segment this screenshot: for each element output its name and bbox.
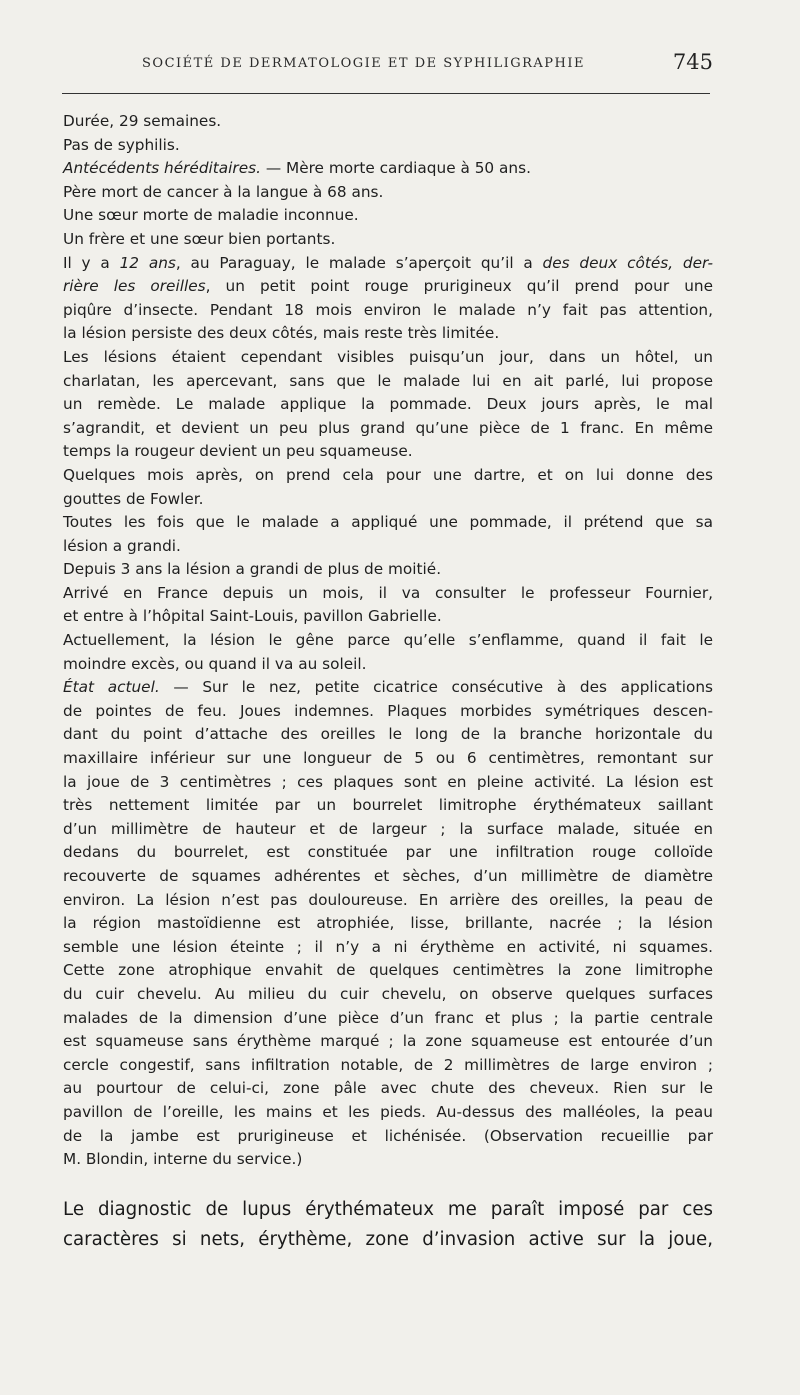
text-run: , un petit point rouge prurigineux qu’il prend pour une bbox=[205, 277, 713, 296]
text-line bbox=[63, 157, 713, 181]
observation-text bbox=[63, 110, 713, 1255]
text-line: dedans du bourrelet, est constituée par une infiltration rouge colloïde bbox=[63, 843, 713, 862]
text-line: gouttes de Fowler. bbox=[63, 489, 204, 508]
text-line: Toutes les fois que le malade a appliqué une pommade, il prétend que sa bbox=[63, 513, 713, 532]
text-line: malades de la dimension d’une pièce d’un franc et plus ; la partie centrale bbox=[63, 1008, 713, 1027]
text-line: charlatan, les apercevant, sans que le malade lui en ait parlé, lui propose bbox=[63, 371, 713, 390]
text-line: Père mort de cancer à la langue à 68 ans. bbox=[63, 182, 384, 201]
text-line: Quelques mois après, on prend cela pour une dartre, et on lui donne des bbox=[63, 465, 713, 484]
text-line: Une sœur morte de maladie inconnue. bbox=[63, 206, 359, 225]
italic-heading: Antécédents héréditaires. bbox=[63, 159, 261, 178]
text-line: la région mastoïdienne est atrophiée, lisse, brillante, nacrée ; la lésion bbox=[63, 914, 713, 933]
text-line: Pas de syphilis. bbox=[63, 135, 180, 154]
italic-run: 12 ans bbox=[119, 253, 176, 272]
text-line: Cette zone atrophique envahit de quelques centimètres la zone limitrophe bbox=[63, 961, 713, 980]
text-line: de pointes de feu. Joues indemnes. Plaques morbides symétriques descen- bbox=[63, 701, 713, 720]
text-line: un remède. Le malade applique la pommade. Deux jours après, le mal bbox=[63, 395, 713, 414]
text-run: , au Paraguay, le malade s’aperçoit qu’il a bbox=[175, 253, 543, 272]
text-line: Actuellement, la lésion le gêne parce qu’elle s’enflamme, quand il fait le bbox=[63, 631, 713, 650]
text-line: au pourtour de celui-ci, zone pâle avec chute des cheveux. Rien sur le bbox=[63, 1079, 713, 1098]
text-line: du cuir chevelu. Au milieu du cuir chevelu, on observe quelques surfaces bbox=[63, 984, 713, 1003]
text-line: la joue de 3 centimètres ; ces plaques sont en pleine activité. La lésion est bbox=[63, 772, 713, 791]
paragraph-gap bbox=[63, 1172, 713, 1195]
text-line: pavillon de l’oreille, les mains et les pieds. Au-dessus des malléoles, la peau bbox=[63, 1102, 713, 1121]
text-line bbox=[63, 252, 713, 276]
text-line: Un frère et une sœur bien portants. bbox=[63, 229, 336, 248]
italic-heading: État actuel. bbox=[63, 678, 160, 697]
text-line bbox=[63, 275, 713, 299]
text-line: de la jambe est prurigineuse et lichénisée. (Observation recueillie par bbox=[63, 1126, 713, 1145]
text-line: environ. La lésion n’est pas douloureuse. En arrière des oreilles, la peau de bbox=[63, 890, 713, 909]
text-line: Depuis 3 ans la lésion a grandi de plus de moitié. bbox=[63, 560, 442, 579]
text-line: très nettement limitée par un bourrelet limitrophe érythémateux saillant bbox=[63, 796, 713, 815]
running-title: SOCIÉTÉ DE DERMATOLOGIE ET DE SYPHILIGRAPHIE bbox=[142, 56, 586, 71]
text-line: moindre excès, ou quand il va au soleil. bbox=[63, 654, 367, 673]
running-head bbox=[60, 50, 715, 80]
text-line: temps la rougeur devient un peu squameuse. bbox=[63, 442, 413, 461]
text-line: piqûre d’insecte. Pendant 18 mois environ le malade n’y fait pas attention, bbox=[63, 300, 713, 319]
text-line: semble une lésion éteinte ; il n’y a ni érythème en activité, ni squames. bbox=[63, 937, 713, 956]
text-line: Arrivé en France depuis un mois, il va consulter le professeur Fournier, bbox=[63, 583, 713, 602]
text-run: Il y a bbox=[63, 253, 120, 272]
text-line: lésion a grandi. bbox=[63, 536, 181, 555]
text-line: maxillaire inférieur sur une longueur de 5 ou 6 centimètres, remontant sur bbox=[63, 749, 713, 768]
header-rule bbox=[62, 93, 710, 94]
text-line: Le diagnostic de lupus érythémateux me paraît imposé par ces bbox=[63, 1198, 713, 1220]
text-line: M. Blondin, interne du service.) bbox=[63, 1150, 303, 1169]
text-line: est squameuse sans érythème marqué ; la zone squameuse est entourée d’un bbox=[63, 1032, 713, 1051]
italic-run: rière les oreilles bbox=[63, 277, 206, 296]
text-line: recouverte de squames adhérentes et sèches, d’un millimètre de diamètre bbox=[63, 867, 713, 885]
text-run: — Sur le nez, petite cicatrice consécutive à des applications bbox=[159, 678, 713, 697]
text-run: — Mère morte cardiaque à 50 ans. bbox=[260, 159, 531, 178]
text-line: d’un millimètre de hauteur et de largeur ; la surface malade, située en bbox=[63, 819, 713, 838]
text-line: caractères si nets, érythème, zone d’invasion active sur la joue, bbox=[63, 1228, 713, 1250]
text-line: dant du point d’attache des oreilles le long de la branche horizontale du bbox=[63, 725, 713, 744]
text-line: cercle congestif, sans infiltration notable, de 2 millimètres de large environ ; bbox=[63, 1055, 713, 1074]
conclusion-paragraph bbox=[63, 1195, 713, 1255]
text-line: la lésion persiste des deux côtés, mais reste très limitée. bbox=[63, 324, 500, 343]
text-line bbox=[63, 676, 713, 700]
text-line: Les lésions étaient cependant visibles puisqu’un jour, dans un hôtel, un bbox=[63, 347, 713, 366]
italic-run: des deux côtés, der- bbox=[542, 253, 713, 272]
text-line: et entre à l’hôpital Saint-Louis, pavillon Gabrielle. bbox=[63, 607, 442, 626]
page-number: 745 bbox=[672, 50, 713, 74]
text-line: Durée, 29 semaines. bbox=[63, 112, 222, 130]
text-line: s’agrandit, et devient un peu plus grand qu’une pièce de 1 franc. En même bbox=[63, 418, 713, 437]
